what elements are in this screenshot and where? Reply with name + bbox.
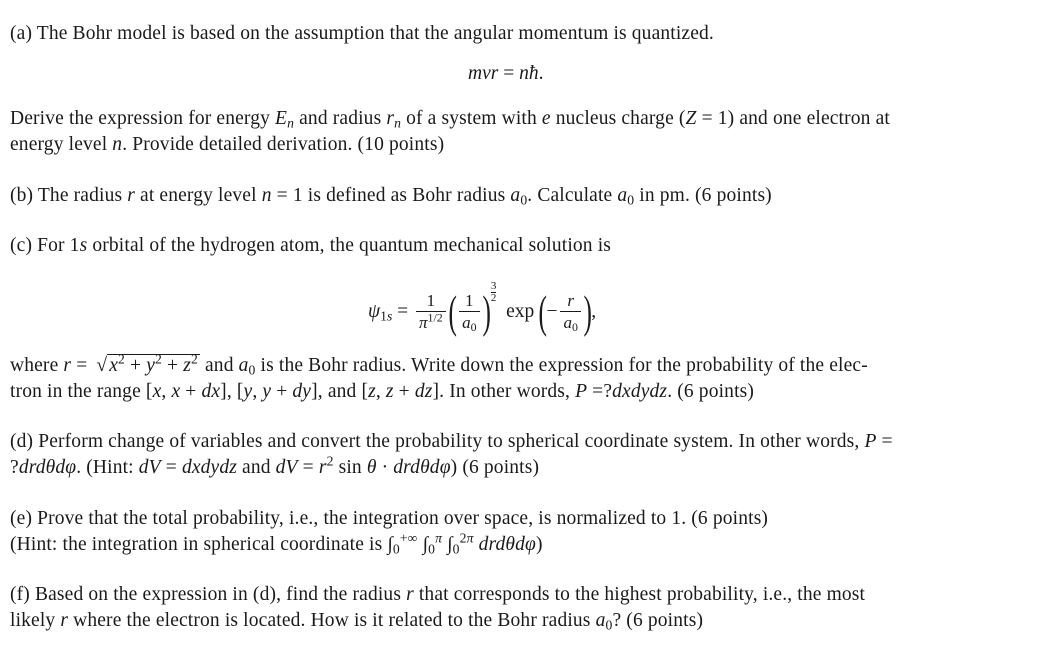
exponent-three-halves: 3 2 — [490, 279, 497, 304]
fraction-one-over-sqrt-pi: $\frac{1}{\pi^{1/2}}$ — [416, 291, 446, 333]
part-a-task-line2: energy level n. Provide detailed derivation. (10 points) — [10, 134, 445, 155]
part-b-statement: (b) The radius r at energy level n = 1 is defined as Bohr radius $a_0$. Calculate $a_0$ in pm. (6 points) — [10, 185, 772, 208]
part-c-task-line1: where r = √ $x^2 + y^2 + z^2$ and $a_0$ is the Bohr radius. Write down the expression for the probability of the elec- — [10, 351, 868, 378]
part-d-statement-line1: (d) Perform change of variables and convert the probability to spherical coordinate system. In other words, P = — [10, 431, 893, 452]
part-a-equation: mvr = nħ. — [468, 63, 544, 84]
part-f-statement-line2: likely r where the electron is located. How is it related to the Bohr radius $a_0$? (6 points) — [10, 610, 704, 633]
part-c-wavefunction-equation: $\psi_{1s}$ = $\frac{1}{\pi^{1/2}}$ ( $\frac{1}{a_0}$ ) 3 2 exp ( − $\frac{r}{a_0}$ ) , — [368, 279, 597, 337]
part-a-task-line1: Derive the expression for energy $E_n$ and radius $r_n$ of a system with e nucleus charge (Z = 1) and one electron at — [10, 108, 890, 131]
part-e-statement-line2: (Hint: the integration in spherical coordinate is $\int_0^{+\infty}$ $\int_0^\pi$ $\int_0^{2\pi}$ drdθdφ) — [10, 530, 543, 557]
part-c-task-line2: tron in the range [x, x + dx], [y, y + dy], and [z, z + dz]. In other words, P =?dxdydz. (6 points) — [10, 381, 755, 402]
part-e-statement-line1: (e) Prove that the total probability, i.e., the integration over space, is normalized to 1. (6 points) — [10, 508, 769, 529]
part-c-statement: (c) For 1s orbital of the hydrogen atom, the quantum mechanical solution is — [10, 235, 612, 256]
part-a-statement: (a) The Bohr model is based on the assumption that the angular momentum is quantized. — [10, 23, 714, 44]
part-d-statement-line2: ?drdθdφ. (Hint: dV = dxdydz and dV = $r^2$ sin θ · drdθdφ) (6 points) — [10, 453, 540, 478]
fraction-r-over-a0: $\frac{r}{a_0}$ — [560, 291, 580, 333]
fraction-one-over-a0: $\frac{1}{a_0}$ — [459, 291, 479, 333]
part-f-statement-line1: (f) Based on the expression in (d), find the radius r that corresponds to the highest probability, i.e., the most — [10, 584, 866, 605]
